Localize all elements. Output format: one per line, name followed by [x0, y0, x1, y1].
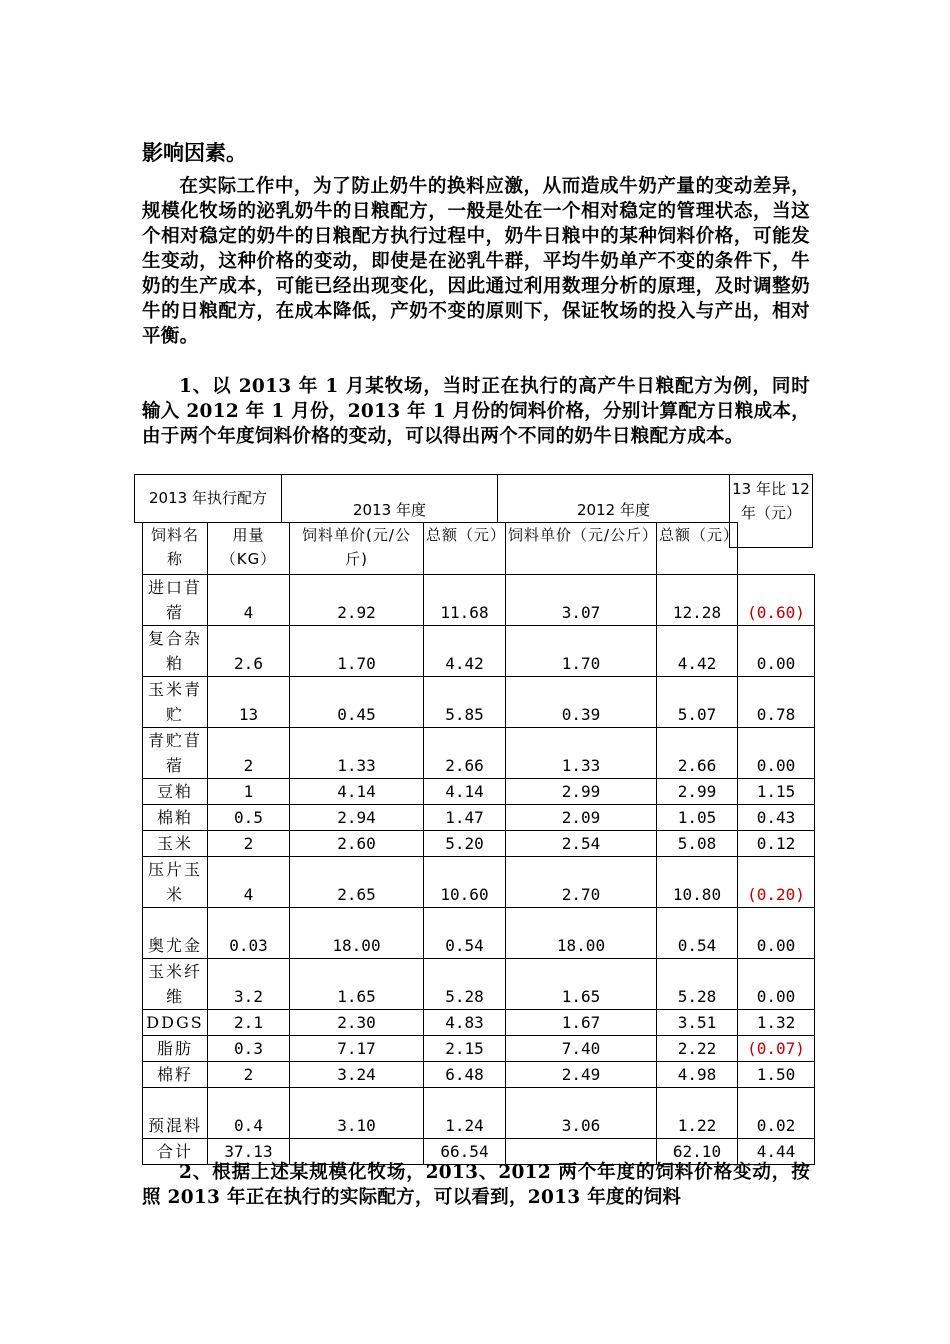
paragraph-example — [142, 374, 810, 449]
cell-t12: 3.51 — [657, 1010, 738, 1036]
cell-t13: 5.85 — [424, 677, 506, 728]
cell-p12: 18.00 — [506, 908, 657, 959]
cell-t12: 1.05 — [657, 805, 738, 831]
paragraph-example-text: 1、以 2013 年 1 月某牧场，当时正在执行的高产牛日粮配方为例，同时输入 2012 年 1 月份，2013 年 1 月份的饲料价格，分别计算配方日粮成本，由于两个年度饲料价格的变动，可以得出两个不同的奶牛日粮配方成本。 — [142, 376, 810, 447]
cell-name: 复合杂粕 — [143, 626, 208, 677]
cell-qty: 0.4 — [208, 1088, 290, 1139]
table-row — [143, 626, 815, 677]
cell-p13: 1.33 — [290, 728, 424, 779]
cell-p13: 1.70 — [290, 626, 424, 677]
cell-name: 棉粕 — [143, 805, 208, 831]
paragraph-intro-text: 在实际工作中，为了防止奶牛的换料应激，从而造成牛奶产量的变动差异，规模化牧场的泌乳奶牛的日粮配方，一般是处在一个相对稳定的管理状态，当这个相对稳定的奶牛的日粮配方执行过程中，奶牛日粮中的某种饲料价格，可能发生变动，这种价格的变动，即使是在泌乳牛群，平均牛奶单产不变的条件下，牛奶的生产成本，可能已经出现变化，因此通过利用数理分析的原理，及时调整奶牛的日粮配方，在成本降低，产奶不变的原则下，保证牧场的投入与产出，相对平衡。 — [142, 176, 810, 347]
cell-t12: 2.22 — [657, 1036, 738, 1062]
cell-t13: 2.15 — [424, 1036, 506, 1062]
col-header-total-2013: 总额（元） — [424, 523, 506, 575]
cell-p13: 2.65 — [290, 857, 424, 908]
total-cell-t12: 62.10 — [657, 1139, 738, 1165]
cell-p12: 2.70 — [506, 857, 657, 908]
cell-diff: 1.50 — [738, 1062, 815, 1088]
cell-p12: 7.40 — [506, 1036, 657, 1062]
col-header-price-2012: 饲料单价（元/公斤） — [506, 523, 657, 575]
feed-cost-table — [142, 522, 815, 1165]
header-formula — [134, 474, 282, 523]
cell-diff: 1.32 — [738, 1010, 815, 1036]
cell-t13: 2.66 — [424, 728, 506, 779]
cell-qty: 0.3 — [208, 1036, 290, 1062]
table-row — [143, 1062, 815, 1088]
column-header-row — [143, 523, 815, 575]
cell-p12: 1.33 — [506, 728, 657, 779]
cell-p12: 2.54 — [506, 831, 657, 857]
cell-qty: 2 — [208, 728, 290, 779]
cell-p13: 3.10 — [290, 1088, 424, 1139]
header-2013 — [281, 474, 498, 523]
cell-t13: 10.60 — [424, 857, 506, 908]
cell-name: 脂肪 — [143, 1036, 208, 1062]
cell-qty: 2.1 — [208, 1010, 290, 1036]
cell-p13: 3.24 — [290, 1062, 424, 1088]
cell-t13: 5.28 — [424, 959, 506, 1010]
cell-name: DDGS — [143, 1010, 208, 1036]
table-row — [143, 575, 815, 626]
cell-qty: 3.2 — [208, 959, 290, 1010]
col-header-qty: 用量（KG） — [208, 523, 290, 575]
cell-p12: 1.65 — [506, 959, 657, 1010]
table-row — [143, 1010, 815, 1036]
cell-p12: 3.07 — [506, 575, 657, 626]
cell-p12: 1.67 — [506, 1010, 657, 1036]
section-heading: 影响因素。 — [142, 140, 247, 165]
cell-t12: 1.22 — [657, 1088, 738, 1139]
cell-qty: 4 — [208, 857, 290, 908]
cell-t12: 5.07 — [657, 677, 738, 728]
cell-name: 预混料 — [143, 1088, 208, 1139]
cell-t12: 5.08 — [657, 831, 738, 857]
cell-diff: 0.78 — [738, 677, 815, 728]
cell-t12: 5.28 — [657, 959, 738, 1010]
cell-t13: 5.20 — [424, 831, 506, 857]
cell-t13: 0.54 — [424, 908, 506, 959]
cell-p13: 2.94 — [290, 805, 424, 831]
total-cell-qty: 37.13 — [208, 1139, 290, 1165]
cell-diff: 0.00 — [738, 626, 815, 677]
cell-name: 玉米 — [143, 831, 208, 857]
table-row — [143, 805, 815, 831]
cell-t12: 2.66 — [657, 728, 738, 779]
cell-t13: 6.48 — [424, 1062, 506, 1088]
cell-p12: 3.06 — [506, 1088, 657, 1139]
header-formula-label: 2013 年执行配方 — [149, 488, 267, 507]
table-row — [143, 1036, 815, 1062]
cell-p12: 0.39 — [506, 677, 657, 728]
cell-p13: 2.30 — [290, 1010, 424, 1036]
cell-t13: 1.47 — [424, 805, 506, 831]
cell-qty: 2 — [208, 831, 290, 857]
table-row — [143, 959, 815, 1010]
cell-t12: 12.28 — [657, 575, 738, 626]
paragraph-conclusion-text: 2、根据上述某规模化牧场，2013、2012 两个年度的饲料价格变动，按照 2013 年正在执行的实际配方，可以看到，2013 年度的饲料 — [142, 1162, 810, 1208]
table-row — [143, 779, 815, 805]
cell-name: 压片玉米 — [143, 857, 208, 908]
cell-t12: 2.99 — [657, 779, 738, 805]
header-2012 — [497, 474, 730, 523]
cell-t12: 10.80 — [657, 857, 738, 908]
cell-p12: 1.70 — [506, 626, 657, 677]
table-row — [143, 857, 815, 908]
cell-p13: 18.00 — [290, 908, 424, 959]
header-2012-label: 2012 年度 — [577, 501, 650, 519]
cell-t13: 4.42 — [424, 626, 506, 677]
cell-diff: 0.43 — [738, 805, 815, 831]
cell-t13: 4.14 — [424, 779, 506, 805]
total-cell-t13: 66.54 — [424, 1139, 506, 1165]
header-diff-label: 13 年比 12 年（元） — [732, 480, 810, 522]
cell-name: 玉米纤维 — [143, 959, 208, 1010]
cell-qty: 1 — [208, 779, 290, 805]
cell-t13: 1.24 — [424, 1088, 506, 1139]
table-row — [143, 728, 815, 779]
table-row — [143, 1088, 815, 1139]
cell-diff: 0.00 — [738, 908, 815, 959]
cell-name: 玉米青贮 — [143, 677, 208, 728]
paragraph-intro — [142, 174, 810, 349]
cell-t12: 4.42 — [657, 626, 738, 677]
cell-diff: 0.12 — [738, 831, 815, 857]
cell-p12: 2.09 — [506, 805, 657, 831]
cell-t13: 4.83 — [424, 1010, 506, 1036]
cell-name: 奥尤金 — [143, 908, 208, 959]
cell-diff: 0.00 — [738, 959, 815, 1010]
cell-diff: 1.15 — [738, 779, 815, 805]
cell-qty: 0.5 — [208, 805, 290, 831]
cell-name: 豆粕 — [143, 779, 208, 805]
cell-t12: 4.98 — [657, 1062, 738, 1088]
cell-diff: 0.02 — [738, 1088, 815, 1139]
cell-qty: 13 — [208, 677, 290, 728]
cell-p13: 7.17 — [290, 1036, 424, 1062]
cell-qty: 0.03 — [208, 908, 290, 959]
cell-p13: 4.14 — [290, 779, 424, 805]
table-row — [143, 908, 815, 959]
cell-p12: 2.49 — [506, 1062, 657, 1088]
cell-qty: 2 — [208, 1062, 290, 1088]
cell-p13: 0.45 — [290, 677, 424, 728]
cell-diff: (0.60) — [738, 575, 815, 626]
cell-name: 青贮苜蓿 — [143, 728, 208, 779]
cell-p13: 1.65 — [290, 959, 424, 1010]
total-cell-name: 合计 — [143, 1139, 208, 1165]
table-row — [143, 831, 815, 857]
col-header-gap — [738, 523, 815, 575]
cell-p13: 2.60 — [290, 831, 424, 857]
cell-t12: 0.54 — [657, 908, 738, 959]
table-row — [143, 677, 815, 728]
header-2013-label: 2013 年度 — [353, 501, 426, 519]
cell-qty: 2.6 — [208, 626, 290, 677]
total-cell-diff: 4.44 — [738, 1139, 815, 1165]
cell-diff: (0.20) — [738, 857, 815, 908]
cell-p13: 2.92 — [290, 575, 424, 626]
col-header-price-2013: 饲料单价(元/公斤) — [290, 523, 424, 575]
cell-qty: 4 — [208, 575, 290, 626]
cell-name: 棉籽 — [143, 1062, 208, 1088]
col-header-name: 饲料名称 — [143, 523, 208, 575]
cell-name: 进口苜蓿 — [143, 575, 208, 626]
cell-p12: 2.99 — [506, 779, 657, 805]
cell-diff: 0.00 — [738, 728, 815, 779]
paragraph-conclusion — [142, 1160, 810, 1210]
col-header-total-2012: 总额（元） — [657, 523, 738, 575]
cell-diff: (0.07) — [738, 1036, 815, 1062]
cell-t13: 11.68 — [424, 575, 506, 626]
